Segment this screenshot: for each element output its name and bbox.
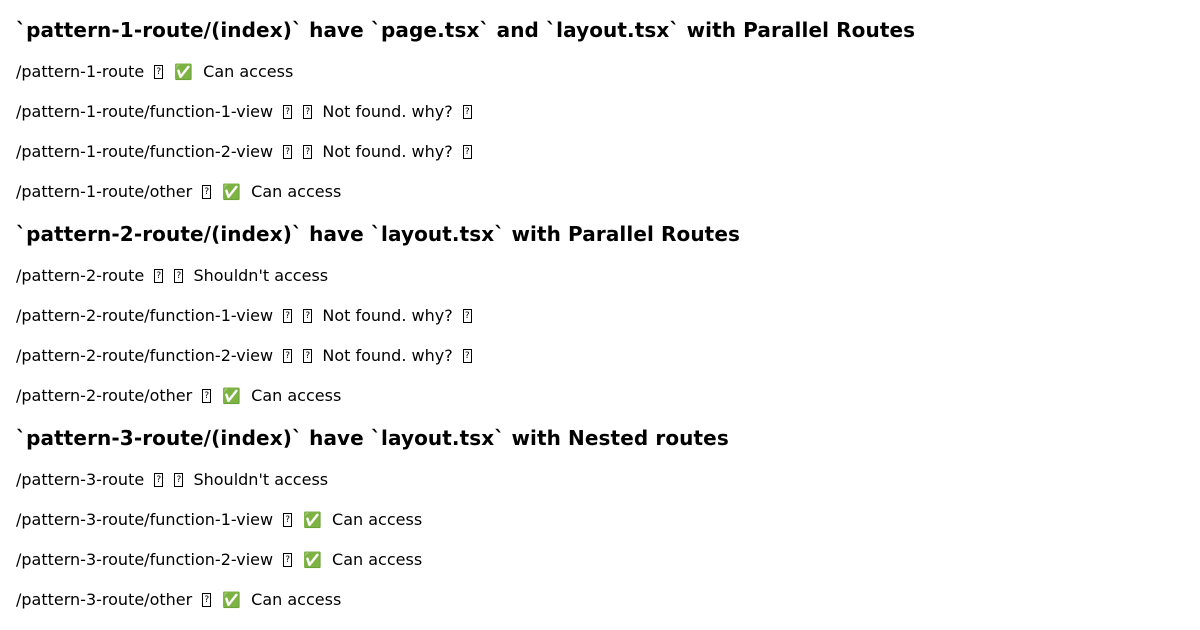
route-link[interactable]: /pattern-2-route/function-1-view: [16, 306, 274, 325]
route-row: [16, 510, 422, 530]
route-status: Can access: [251, 386, 342, 405]
route-status: Can access: [203, 62, 294, 81]
route-status: Not found. why?: [322, 306, 453, 325]
check-icon: ✅: [174, 63, 194, 81]
route-link[interactable]: /pattern-2-route/function-2-view: [16, 346, 274, 365]
route-status: Can access: [332, 510, 423, 529]
box-icon: [283, 513, 292, 527]
route-link[interactable]: /pattern-1-route: [16, 62, 145, 81]
route-row: [16, 102, 473, 122]
route-status: Shouldn't access: [193, 470, 329, 489]
box-icon: [463, 105, 472, 119]
route-link[interactable]: /pattern-1-route/other: [16, 182, 193, 201]
route-row: [16, 346, 473, 366]
route-row: [16, 142, 473, 162]
box-icon: [202, 593, 211, 607]
route-link[interactable]: /pattern-2-route/other: [16, 386, 193, 405]
box-icon: [303, 349, 312, 363]
route-row: [16, 306, 473, 326]
box-icon: [174, 473, 183, 487]
box-icon: [463, 145, 472, 159]
route-row: [16, 550, 422, 570]
box-icon: [154, 65, 163, 79]
check-icon: ✅: [222, 591, 242, 609]
route-status: Can access: [332, 550, 423, 569]
check-icon: ✅: [303, 551, 322, 569]
box-icon: [283, 553, 292, 567]
section-title: `pattern-3-route/(index)` have `layout.tsx` with Nested routes: [16, 426, 729, 450]
route-status: Not found. why?: [322, 142, 453, 161]
box-icon: [283, 145, 292, 159]
box-icon: [154, 473, 163, 487]
route-row: [16, 590, 341, 610]
section-title: `pattern-1-route/(index)` have `page.tsx` and `layout.tsx` with Parallel Routes: [16, 18, 916, 42]
route-link[interactable]: /pattern-3-route/other: [16, 590, 193, 609]
route-link[interactable]: /pattern-3-route: [16, 470, 145, 489]
box-icon: [463, 309, 472, 323]
box-icon: [202, 185, 211, 199]
route-link[interactable]: /pattern-3-route/function-2-view: [16, 550, 274, 569]
box-icon: [283, 309, 292, 323]
route-link[interactable]: /pattern-1-route/function-2-view: [16, 142, 274, 161]
route-row: [16, 266, 328, 286]
box-icon: [202, 389, 211, 403]
section-title: `pattern-2-route/(index)` have `layout.tsx` with Parallel Routes: [16, 222, 741, 246]
box-icon: [463, 349, 472, 363]
route-row: [16, 182, 341, 202]
box-icon: [283, 105, 292, 119]
route-status: Can access: [251, 590, 342, 609]
check-icon: ✅: [303, 511, 322, 529]
route-row: [16, 386, 341, 406]
route-link[interactable]: /pattern-3-route/function-1-view: [16, 510, 274, 529]
route-status: Not found. why?: [322, 346, 453, 365]
box-icon: [283, 349, 292, 363]
route-link[interactable]: /pattern-2-route: [16, 266, 145, 285]
box-icon: [174, 269, 183, 283]
box-icon: [154, 269, 163, 283]
route-status: Not found. why?: [322, 102, 453, 121]
route-link[interactable]: /pattern-1-route/function-1-view: [16, 102, 274, 121]
route-status: Can access: [251, 182, 342, 201]
route-status: Shouldn't access: [193, 266, 329, 285]
box-icon: [303, 309, 312, 323]
route-row: [16, 62, 293, 82]
check-icon: ✅: [222, 183, 242, 201]
check-icon: ✅: [222, 387, 242, 405]
box-icon: [303, 105, 312, 119]
route-row: [16, 470, 328, 490]
box-icon: [303, 145, 312, 159]
